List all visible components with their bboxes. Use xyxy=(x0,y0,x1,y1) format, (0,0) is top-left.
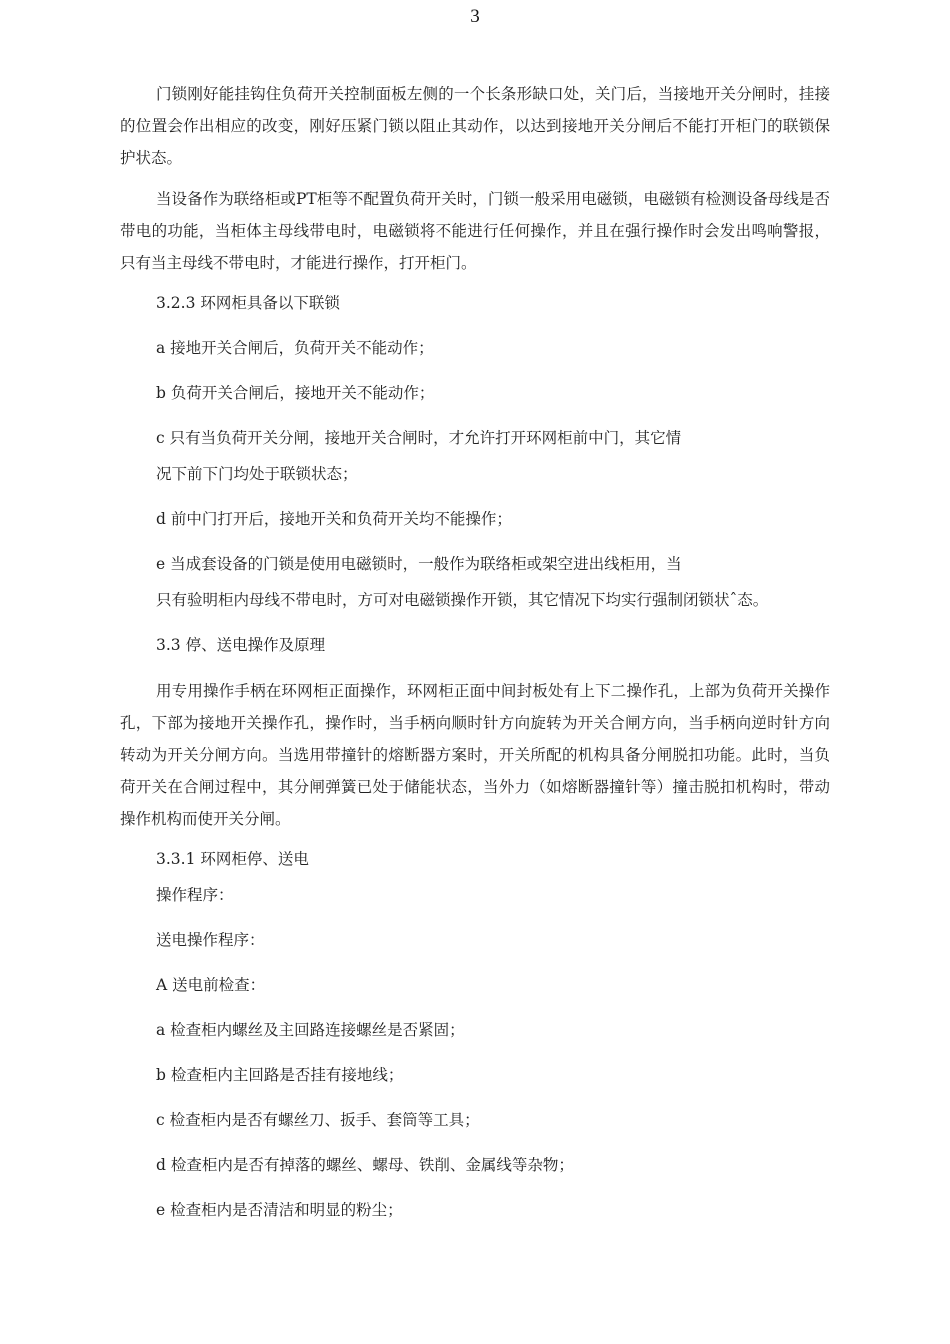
power-on-procedure-label: 送电操作程序： xyxy=(156,931,265,949)
list-item-a: a 接地开关合闸后，负荷开关不能动作； xyxy=(156,339,434,357)
operation-procedure-label: 操作程序： xyxy=(156,886,234,904)
list-item-e-continued: 只有验明柜内母线不带电时，方可对电磁锁操作开锁，其它情况下均实行强制闭锁状ˆ态。 xyxy=(156,591,769,609)
page-number: 3 xyxy=(470,6,480,27)
section-heading-3-3-1: 3.3.1 环网柜停、送电 xyxy=(156,850,309,868)
section-heading-3-2-3: 3.2.3 环网柜具备以下联锁 xyxy=(156,294,340,312)
check-item-c: c 检查柜内是否有螺丝刀、扳手、套筒等工具； xyxy=(156,1111,480,1129)
check-item-d: d 检查柜内是否有掉落的螺丝、螺母、铁削、金属线等杂物； xyxy=(156,1156,574,1174)
pre-power-check-heading: A 送电前检查： xyxy=(156,976,266,994)
list-item-e: e 当成套设备的门锁是使用电磁锁时，一般作为联络柜或架空进出线柜用，当 xyxy=(156,555,682,573)
section-heading-3-3: 3.3 停、送电操作及原理 xyxy=(156,636,326,654)
paragraph-operation-principle: 用专用操作手柄在环网柜正面操作，环网柜正面中间封板处有上下二操作孔，上部为负荷开关操作孔，下部为接地开关操作孔，操作时，当手柄向顺时针方向旋转为开关合闸方向，当手柄向逆时针方向转动为开关分闸方向。当选用带撞针的熔断器方案时，开关所配的机构具备分闸脱扣功能。此时，当负荷开关在合闸过程中，其分闸弹簧已处于储能状态，当外力（如熔断器撞针等）撞击脱扣机构时，带动操作机构而使开关分闸。 xyxy=(120,682,830,828)
paragraph-door-lock-hook: 门锁刚好能挂钩住负荷开关控制面板左侧的一个长条形缺口处，关门后，当接地开关分闸时，挂接的位置会作出相应的改变，刚好压紧门锁以阻止其动作，以达到接地开关分闸后不能打开柜门的联锁保护状态。 xyxy=(120,85,830,167)
list-item-d: d 前中门打开后，接地开关和负荷开关均不能操作； xyxy=(156,510,512,528)
list-item-b: b 负荷开关合闸后，接地开关不能动作； xyxy=(156,384,435,402)
check-item-b: b 检查柜内主回路是否挂有接地线； xyxy=(156,1066,404,1084)
document-body xyxy=(120,78,830,1240)
check-item-a: a 检查柜内螺丝及主回路连接螺丝是否紧固； xyxy=(156,1021,465,1039)
list-item-c: c 只有当负荷开关分闸，接地开关合闸时，才允许打开环网柜前中门，其它情 xyxy=(156,429,682,447)
list-item-c-continued: 况下前下门均处于联锁状态； xyxy=(156,465,358,483)
check-item-e: e 检查柜内是否清洁和明显的粉尘； xyxy=(156,1201,403,1219)
paragraph-electromagnetic-lock: 当设备作为联络柜或PT柜等不配置负荷开关时，门锁一般采用电磁锁，电磁锁有检测设备母线是否带电的功能，当柜体主母线带电时，电磁锁将不能进行任何操作，并且在强行操作时会发出鸣响警报，只有当主母线不带电时，才能进行操作，打开柜门。 xyxy=(120,190,830,272)
